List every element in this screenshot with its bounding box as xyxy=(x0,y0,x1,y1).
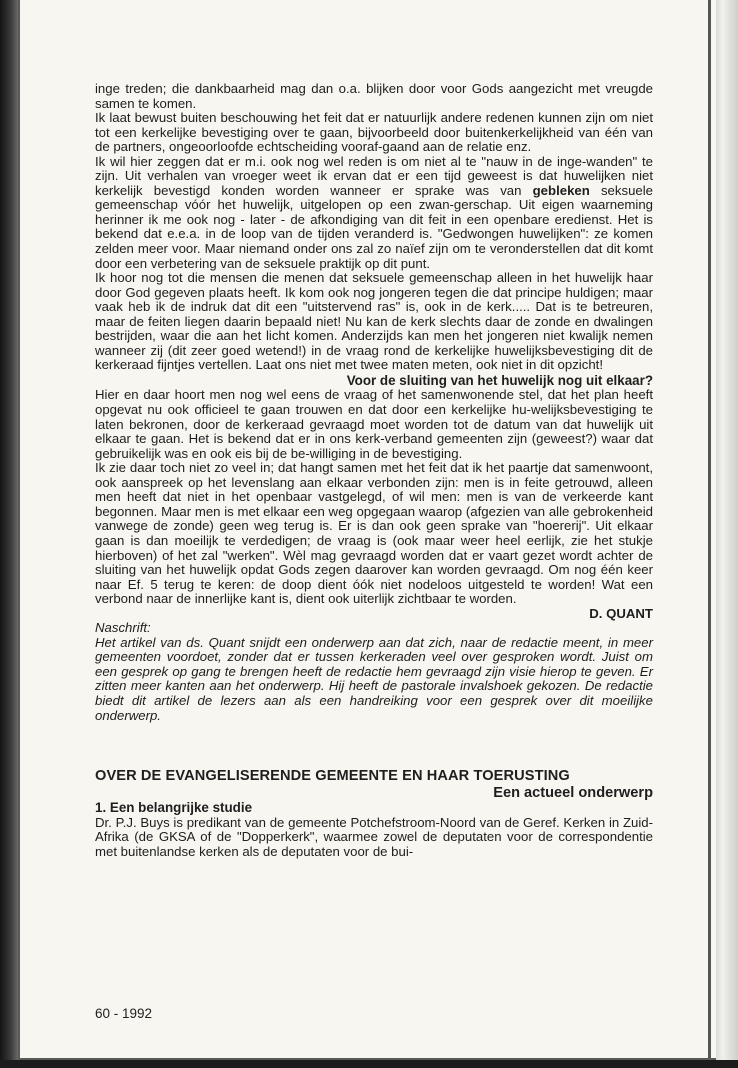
subheading-sluiting: Voor de sluiting van het huwelijk nog uit elkaar? xyxy=(346,372,653,388)
section-subtitle: Een actueel onderwerp xyxy=(493,784,653,801)
scan-border-right xyxy=(716,0,738,1068)
paragraph-jongeren: Ik hoor nog tot die mensen die menen dat seksuele gemeenschap alleen in het huwelijk haar door God gegeven plaats heeft. Ik kom ook nog jongeren tegen die dat principe huldigen; maar vaak heb ik de indruk dat dit een "uitstervend ras" is, ook in de kerk..... Dat is te betreuren, maar de feiten liegen daarin bepaald niet! Nu kan de kerk slechts daar de zonde en dwalingen bestrijden, waar die aan het licht komen. Anderzijds kan men het jongeren niet kwalijk nemen wanneer zij (dit zeer goed wetend!) in de vraag rond de kerkelijke huwelijksbevestiging dit de kerkeraad fijntjes vertellen. Laat ons niet met twee maten meten, ook niet in dit opzicht! xyxy=(95,270,653,373)
article-body xyxy=(95,82,653,859)
page-number: 60 - 1992 xyxy=(95,1006,153,1021)
section-title: OVER DE EVANGELISERENDE GEMEENTE EN HAAR TOERUSTING xyxy=(95,768,570,785)
naschrift-text: Het artikel van ds. Quant snijdt een onderwerp aan dat zich, naar de redactie meent, in meer gemeenten voordoet, zonder dat er tussen kerkeraden veel over gesproken wordt. Juist om een gesprek op gang te brengen heeft de redactie hem gevraagd zijn visie hierop te geven. Er zitten meer kanten aan het onderwerp. Hij heeft de pastorale invalshoek gekozen. De redactie biedt dit artikel de lezers aan als een handreiking voor een gesprek over dit moeilijke onderwerp. xyxy=(95,634,653,723)
section-heading-studie: 1. Een belangrijke studie xyxy=(95,800,253,816)
paragraph-text: Ik wil hier zeggen dat er m.i. ook nog wel reden is om niet al te "nauw in de inge-wanden" te zijn. Uit verhalen van vroeger weet ik ervan dat er een tijd geweest is dat huwelijken niet kerkelijk bevestigd konden worden wanneer er sprake was van xyxy=(95,153,653,198)
emphasis-gebleken: gebleken xyxy=(532,182,590,198)
scan-border-bottom xyxy=(0,1060,738,1068)
scan-border-left xyxy=(0,0,18,1068)
paragraph-paartje: Ik zie daar toch niet zo veel in; dat hangt samen met het feit dat ik het paartje dat samenwoont, ook aanspreek op het levenslang aan elkaar verbonden zijn: men is in feite getrouwd, alleen men heeft dat niet in het openbaar vastgelegd, of wil men: men is van de verkeerde kant begonnen. Maar men is met elkaar een weg opgegaan waarop (afgezien van alle gebrokenheid vanwege de zonde) geen weg terug is. Er is dan ook geen sprake van "hoererij". Uit elkaar gaan is dan moeilijk te verdedigen; de vraag is (ook maar weer heel eerlijk, zie het stukje hierboven) of het zal "werken". Wèl mag gevraagd worden dat er vaart gezet wordt achter de sluiting van het huwelijk opdat Gods zegen daarover kan worden gevraagd. Om nog één keer naar Ef. 5 terug te keren: de doop dient óók niet nodeloos uitgesteld te worden! Wat een verbond naar de innerlijke kant is, dient ook uiterlijk zichtbaar te worden. xyxy=(95,460,653,607)
paragraph-text: seksuele gemeenschap vóór het huwelijk, uitgelopen op een zwan-gerschap. Uit eigen waarneming herinner ik me ook nog - later - de afkondiging van dit feit in een openbare eredienst. Het is bekend dat e.e.a. in de loop van de tijden veranderd is. "Gedwongen huwelijken": ze komen zelden meer voor. Maar niemand onder ons zal zo naïef zijn om te veronderstellen dat dit komt door een verbetering van de seksuele praktijk op dit punt. xyxy=(95,182,654,271)
naschrift-label: Naschrift: xyxy=(95,620,151,636)
page-fold-line xyxy=(708,0,711,1058)
paragraph-buiten-beschouwing: Ik laat bewust buiten beschouwing het feit dat er natuurlijk andere redenen kunnen zijn om niet tot een kerkelijke bevestiging over te gaan, bijvoorbeeld door buitenkerkelijkheid van één van de partners, ongeoorloofde echtscheiding vooraf-gaand aan de relatie enz. xyxy=(95,110,653,155)
paragraph-nauw-ingewanden xyxy=(95,155,653,271)
paragraph-intro-continuation: inge treden; die dankbaarheid mag dan o.a. blijken door voor Gods aangezicht met vreugde samen te komen. xyxy=(95,81,653,111)
paragraph-buys: Dr. P.J. Buys is predikant van de gemeente Potchefstroom-Noord van de Geref. Kerken in Zuid-Afrika (de GKSA of de "Dopperkerk", waarmee zowel de deputaten voor de correspondentie met buitenlandse kerken als de deputaten voor de bui- xyxy=(95,814,653,859)
paragraph-samenwonende: Hier en daar hoort men nog wel eens de vraag of het samenwonende stel, dat het plan heeft opgevat nu ook officieel te gaan trouwen en dat door een kerkelijke hu-welijksbevestiging te laten bekronen, door de kerkeraad gevraagd moet worden tot de datum van dat huwelijk uit elkaar te gaan. Het is bekend dat er in ons kerk-verband gemeenten zijn (geweest?) waar dat gebruikelijk was en ook eis bij de be-williging in de bevestiging. xyxy=(95,387,653,461)
author-signature: D. QUANT xyxy=(589,605,653,621)
